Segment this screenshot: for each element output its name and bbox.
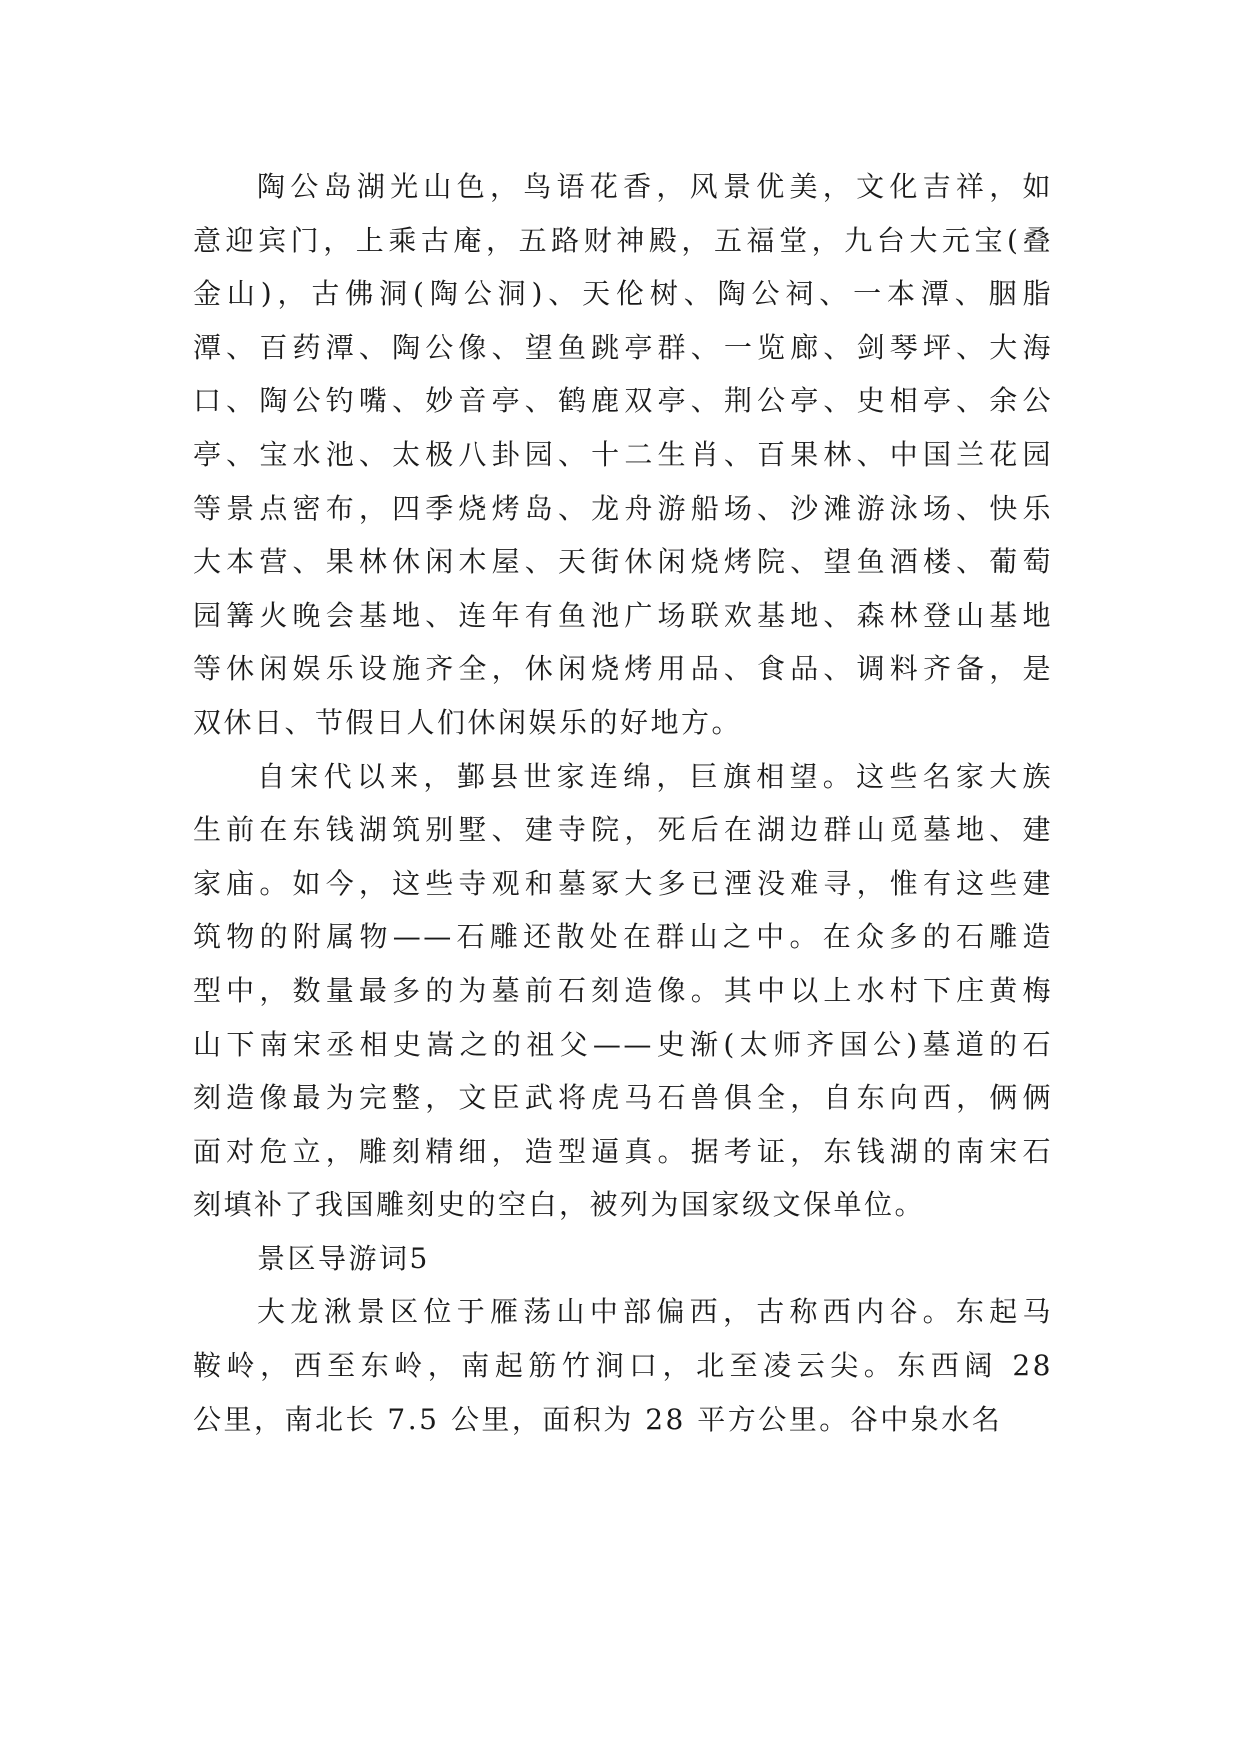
paragraph [193,160,1053,750]
text-line: 陶公岛湖光山色，鸟语花香，风景优美，文化吉祥，如 [257,170,1053,203]
text-line: 筑物的附属物——石雕还散处在群山之中。在众多的石雕造 [193,920,1053,954]
text-line: 面对危立，雕刻精细，造型逼真。据考证，东钱湖的南宋石 [193,1134,1053,1168]
text-line: 刻填补了我国雕刻史的空白，被列为国家级文保单位。 [193,1188,926,1222]
paragraph [193,750,1053,1232]
text-line: 景区导游词5 [257,1241,430,1275]
text-line: 等景点密布，四季烧烤岛、龙舟游船场、沙滩游泳场、快乐 [193,491,1053,525]
text-line: 口、陶公钓嘴、妙音亭、鹤鹿双亭、荆公亭、史相亭、余公 [193,384,1053,418]
text-line: 家庙。如今，这些寺观和墓冢大多已湮没难寻，惟有这些建 [193,866,1053,900]
text-line: 大本营、果林休闲木屋、天街休闲烧烤院、望鱼酒楼、葡萄 [193,545,1053,579]
text-line: 刻造像最为完整，文臣武将虎马石兽俱全，自东向西，俩俩 [193,1081,1053,1115]
text-line: 生前在东钱湖筑别墅、建寺院，死后在湖边群山觅墓地、建 [193,813,1053,847]
section-heading [193,1232,1053,1286]
document-body [193,160,1053,1446]
text-line: 大龙湫景区位于雁荡山中部偏西，古称西内谷。东起马 [257,1295,1053,1329]
text-line: 鞍岭，西至东岭，南起筋竹涧口，北至凌云尖。东西阔 28 [193,1349,1053,1383]
paragraph [193,1285,1053,1446]
text-line: 亭、宝水池、太极八卦园、十二生肖、百果林、中国兰花园 [193,437,1053,471]
text-line: 双休日、节假日人们休闲娱乐的好地方。 [193,705,743,739]
text-line: 山下南宋丞相史嵩之的祖父——史渐(太师齐国公)墓道的石 [193,1027,1053,1061]
text-line: 意迎宾门，上乘古庵，五路财神殿，五福堂，九台大元宝(叠 [193,223,1053,257]
text-line: 型中，数量最多的为墓前石刻造像。其中以上水村下庄黄梅 [193,973,1053,1007]
text-line: 自宋代以来，鄞县世家连绵，巨旗相望。这些名家大族 [257,759,1053,793]
text-line: 潭、百药潭、陶公像、望鱼跳亭群、一览廊、剑琴坪、大海 [193,330,1053,364]
text-line: 金山)，古佛洞(陶公洞)、天伦树、陶公祠、一本潭、胭脂 [193,277,1053,311]
text-line: 公里，南北长 7.5 公里，面积为 28 平方公里。谷中泉水名 [193,1402,1003,1436]
text-line: 等休闲娱乐设施齐全，休闲烧烤用品、食品、调料齐备，是 [193,652,1053,686]
text-line: 园篝火晚会基地、连年有鱼池广场联欢基地、森林登山基地 [193,598,1053,632]
